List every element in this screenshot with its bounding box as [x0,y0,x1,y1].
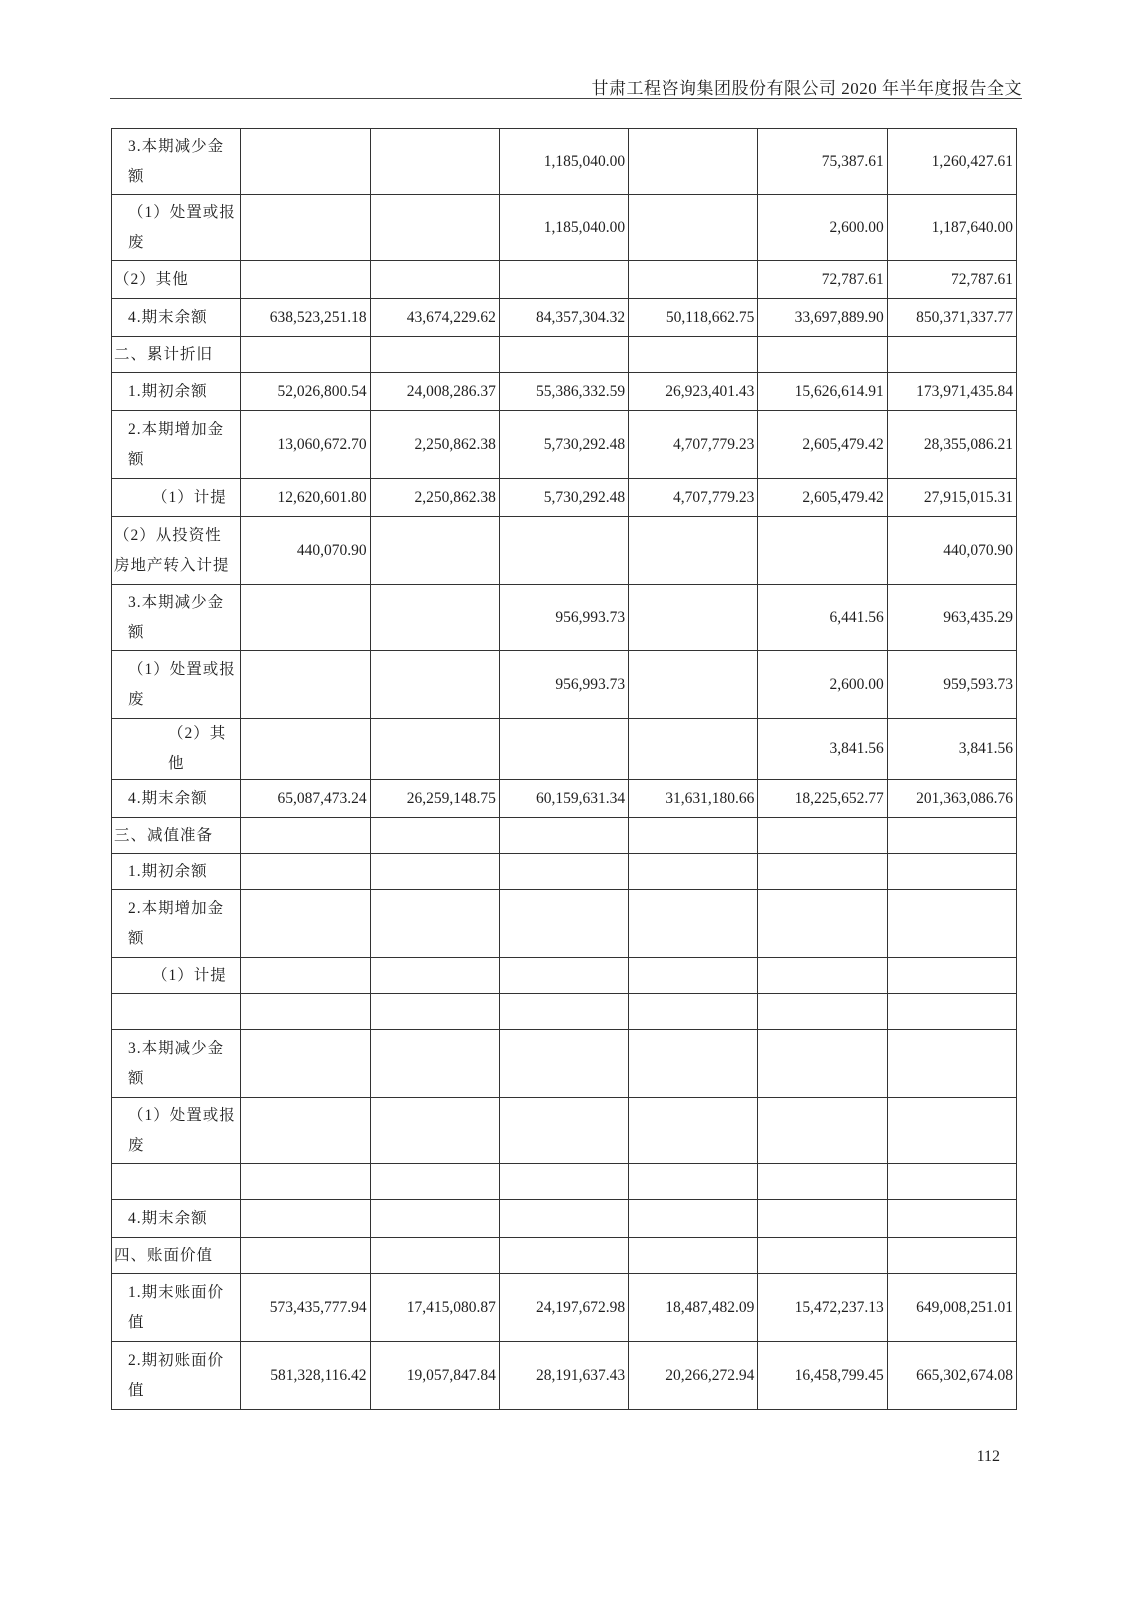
value-cell [370,1030,499,1098]
value-cell [499,1238,628,1274]
table-row [112,1342,1017,1410]
value-cell: 13,060,672.70 [241,411,370,479]
row-label: （1）处置或报废 [112,651,241,719]
value-cell [241,818,370,854]
value-cell [629,1238,758,1274]
value-cell [629,1164,758,1200]
value-cell [887,994,1016,1030]
value-cell [370,517,499,585]
value-cell [370,195,499,261]
value-cell: 15,472,237.13 [758,1274,887,1342]
table-row [112,994,1017,1030]
table-row [112,585,1017,651]
row-label: 4.期末余额 [112,1200,241,1238]
value-cell [370,129,499,195]
table-row [112,337,1017,373]
value-cell: 26,923,401.43 [629,373,758,411]
value-cell [887,1030,1016,1098]
value-cell: 6,441.56 [758,585,887,651]
page-header: 甘肃工程咨询集团股份有限公司 2020 年半年度报告全文 [591,79,1022,98]
table-row [112,780,1017,818]
table-row [112,479,1017,517]
value-cell [629,129,758,195]
value-cell [629,261,758,299]
value-cell: 2,605,479.42 [758,411,887,479]
value-cell: 959,593.73 [887,651,1016,719]
value-cell: 173,971,435.84 [887,373,1016,411]
value-cell: 19,057,847.84 [370,1342,499,1410]
value-cell [758,958,887,994]
value-cell [629,1098,758,1164]
value-cell: 4,707,779.23 [629,479,758,517]
value-cell [370,890,499,958]
value-cell: 2,600.00 [758,195,887,261]
value-cell [241,195,370,261]
value-cell [758,818,887,854]
value-cell [370,1098,499,1164]
value-cell [370,818,499,854]
table-row [112,1164,1017,1200]
row-label: 3.本期减少金额 [112,1030,241,1098]
value-cell: 440,070.90 [241,517,370,585]
value-cell: 84,357,304.32 [499,299,628,337]
table-row [112,299,1017,337]
value-cell: 12,620,601.80 [241,479,370,517]
value-cell [241,994,370,1030]
value-cell: 75,387.61 [758,129,887,195]
table-row [112,1200,1017,1238]
table-row [112,1030,1017,1098]
row-label: 3.本期减少金额 [112,585,241,651]
value-cell [499,890,628,958]
value-cell [370,958,499,994]
value-cell: 1,185,040.00 [499,129,628,195]
row-label: 三、减值准备 [112,818,241,854]
value-cell [370,1200,499,1238]
row-label: （1）计提 [112,958,241,994]
value-cell [499,854,628,890]
row-label: 2.期初账面价值 [112,1342,241,1410]
table-row [112,1238,1017,1274]
value-cell: 24,197,672.98 [499,1274,628,1342]
value-cell: 16,458,799.45 [758,1342,887,1410]
value-cell [629,1030,758,1098]
table-row [112,818,1017,854]
row-label: 3.本期减少金额 [112,129,241,195]
row-label [112,1164,241,1200]
value-cell [499,517,628,585]
value-cell [370,585,499,651]
value-cell [629,1200,758,1238]
row-label: （2）其他 [112,261,241,299]
value-cell [758,1030,887,1098]
value-cell [370,261,499,299]
table-row [112,1274,1017,1342]
value-cell: 956,993.73 [499,585,628,651]
table-row [112,854,1017,890]
value-cell [629,517,758,585]
value-cell: 72,787.61 [887,261,1016,299]
value-cell: 201,363,086.76 [887,780,1016,818]
value-cell: 24,008,286.37 [370,373,499,411]
value-cell [887,1200,1016,1238]
value-cell: 28,355,086.21 [887,411,1016,479]
value-cell: 60,159,631.34 [499,780,628,818]
value-cell: 28,191,637.43 [499,1342,628,1410]
table-row [112,411,1017,479]
value-cell [629,585,758,651]
value-cell [887,854,1016,890]
value-cell [758,337,887,373]
value-cell [241,719,370,780]
row-label: 4.期末余额 [112,299,241,337]
value-cell [629,651,758,719]
value-cell [499,337,628,373]
value-cell [370,1238,499,1274]
value-cell [499,719,628,780]
table-body [112,129,1017,1410]
row-label: （2）从投资性房地产转入计提 [112,517,241,585]
value-cell: 33,697,889.90 [758,299,887,337]
value-cell: 55,386,332.59 [499,373,628,411]
value-cell: 2,600.00 [758,651,887,719]
value-cell [370,651,499,719]
row-label: 2.本期增加金额 [112,890,241,958]
value-cell: 65,087,473.24 [241,780,370,818]
value-cell [370,994,499,1030]
value-cell: 18,487,482.09 [629,1274,758,1342]
row-label: （1）计提 [112,479,241,517]
value-cell [629,854,758,890]
value-cell [887,1238,1016,1274]
value-cell [499,958,628,994]
value-cell [758,890,887,958]
row-label: 1.期初余额 [112,854,241,890]
value-cell [887,958,1016,994]
value-cell [241,1098,370,1164]
row-label: 1.期初余额 [112,373,241,411]
value-cell [629,890,758,958]
value-cell: 573,435,777.94 [241,1274,370,1342]
value-cell [499,1164,628,1200]
value-cell: 26,259,148.75 [370,780,499,818]
table-row [112,129,1017,195]
value-cell [241,1238,370,1274]
table-row [112,651,1017,719]
row-label: 四、账面价值 [112,1238,241,1274]
value-cell: 15,626,614.91 [758,373,887,411]
value-cell [241,585,370,651]
fixed-assets-table [111,128,1017,1410]
value-cell [499,818,628,854]
page-number: 112 [976,1448,1000,1465]
value-cell [241,261,370,299]
value-cell [241,890,370,958]
value-cell [758,1238,887,1274]
value-cell [629,994,758,1030]
value-cell: 2,250,862.38 [370,479,499,517]
value-cell: 1,185,040.00 [499,195,628,261]
value-cell: 5,730,292.48 [499,479,628,517]
value-cell: 956,993.73 [499,651,628,719]
row-label: 二、累计折旧 [112,337,241,373]
table-row [112,719,1017,780]
value-cell: 440,070.90 [887,517,1016,585]
row-label: （1）处置或报废 [112,1098,241,1164]
value-cell [758,1200,887,1238]
value-cell: 50,118,662.75 [629,299,758,337]
value-cell [499,1098,628,1164]
value-cell [887,818,1016,854]
value-cell: 4,707,779.23 [629,411,758,479]
value-cell [241,1200,370,1238]
value-cell [887,1098,1016,1164]
row-label: （2）其他 [112,719,241,780]
value-cell [241,129,370,195]
table-row [112,890,1017,958]
table-row [112,517,1017,585]
value-cell: 1,187,640.00 [887,195,1016,261]
value-cell: 18,225,652.77 [758,780,887,818]
table-row [112,373,1017,411]
value-cell: 31,631,180.66 [629,780,758,818]
value-cell [887,337,1016,373]
value-cell: 43,674,229.62 [370,299,499,337]
row-label: 2.本期增加金额 [112,411,241,479]
row-label: 4.期末余额 [112,780,241,818]
value-cell [499,1200,628,1238]
value-cell [758,517,887,585]
value-cell [241,337,370,373]
value-cell: 72,787.61 [758,261,887,299]
value-cell [758,994,887,1030]
value-cell: 5,730,292.48 [499,411,628,479]
value-cell: 850,371,337.77 [887,299,1016,337]
value-cell [629,195,758,261]
value-cell [241,651,370,719]
value-cell [758,1098,887,1164]
value-cell [887,890,1016,958]
value-cell [370,1164,499,1200]
row-label [112,994,241,1030]
row-label: （1）处置或报废 [112,195,241,261]
value-cell [887,1164,1016,1200]
value-cell: 27,915,015.31 [887,479,1016,517]
value-cell: 581,328,116.42 [241,1342,370,1410]
value-cell [370,719,499,780]
value-cell [629,818,758,854]
value-cell [758,1164,887,1200]
value-cell [499,1030,628,1098]
row-label: 1.期末账面价值 [112,1274,241,1342]
value-cell: 20,266,272.94 [629,1342,758,1410]
value-cell: 3,841.56 [887,719,1016,780]
table-row [112,195,1017,261]
value-cell [370,337,499,373]
value-cell: 665,302,674.08 [887,1342,1016,1410]
value-cell: 17,415,080.87 [370,1274,499,1342]
value-cell [241,854,370,890]
value-cell [370,854,499,890]
value-cell: 52,026,800.54 [241,373,370,411]
value-cell [241,1164,370,1200]
value-cell: 1,260,427.61 [887,129,1016,195]
value-cell: 2,605,479.42 [758,479,887,517]
header-rule [110,98,1022,99]
value-cell [499,994,628,1030]
value-cell [758,854,887,890]
table-row [112,261,1017,299]
value-cell: 649,008,251.01 [887,1274,1016,1342]
value-cell [499,261,628,299]
value-cell: 963,435.29 [887,585,1016,651]
value-cell: 3,841.56 [758,719,887,780]
table-row [112,1098,1017,1164]
table-row [112,958,1017,994]
value-cell: 638,523,251.18 [241,299,370,337]
value-cell: 2,250,862.38 [370,411,499,479]
value-cell [241,958,370,994]
value-cell [629,719,758,780]
value-cell [241,1030,370,1098]
value-cell [629,958,758,994]
value-cell [629,337,758,373]
